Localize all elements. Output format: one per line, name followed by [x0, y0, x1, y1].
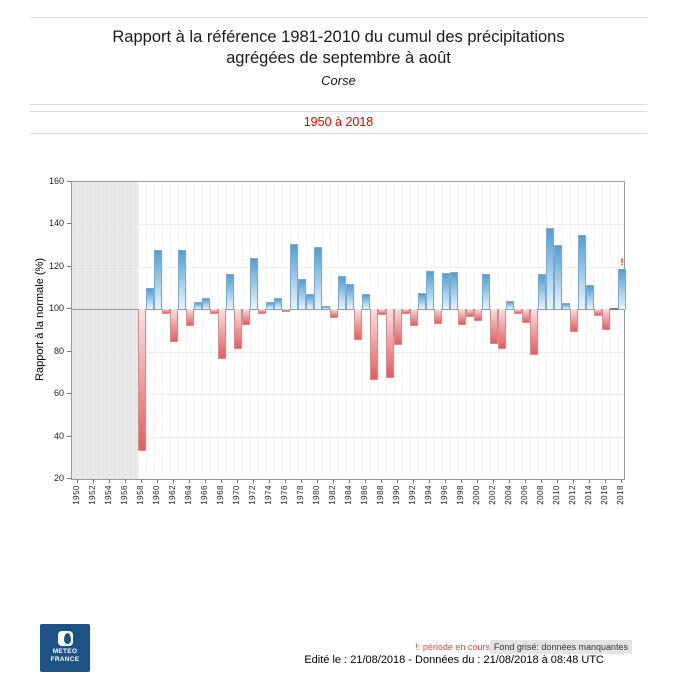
vertical-gridline	[74, 182, 75, 479]
x-tick-label: 1994	[424, 485, 433, 505]
vertical-gridline	[450, 182, 451, 479]
y-tick-label: 100	[48, 303, 64, 314]
vertical-gridline	[586, 182, 587, 479]
bar-1992	[410, 309, 418, 326]
bar-1989	[386, 309, 394, 378]
bar-1973	[258, 309, 266, 313]
x-tick-label: 1980	[312, 485, 321, 505]
x-tick	[77, 479, 78, 483]
vertical-gridline	[538, 182, 539, 479]
bar-2004	[506, 301, 514, 309]
bar-1986	[362, 294, 370, 309]
vertical-gridline	[562, 182, 563, 479]
vertical-gridline	[178, 182, 179, 479]
bar-1979	[306, 294, 314, 309]
vertical-gridline	[90, 182, 91, 479]
x-tick	[237, 479, 238, 483]
x-tick	[365, 479, 366, 483]
bar-2008	[538, 274, 546, 309]
y-tick-label: 160	[48, 176, 64, 186]
vertical-gridline	[258, 182, 259, 479]
title-line1: Rapport à la référence 1981-2010 du cumul des précipitations	[112, 28, 565, 46]
x-tick	[189, 479, 190, 483]
vertical-gridline	[418, 182, 419, 479]
x-tick	[589, 479, 590, 483]
bar-1998	[458, 309, 466, 325]
x-tick-label: 1960	[152, 485, 161, 505]
x-tick-label: 2012	[568, 485, 577, 505]
y-tick-label: 20	[53, 473, 64, 483]
vertical-gridline	[122, 182, 123, 479]
x-tick	[525, 479, 526, 483]
vertical-gridline	[410, 182, 411, 479]
bar-1977	[290, 244, 298, 310]
x-tick-label: 1976	[280, 485, 289, 505]
bar-1983	[338, 276, 346, 309]
x-tick	[573, 479, 574, 483]
bar-2018	[618, 269, 626, 309]
y-tick-label: 80	[53, 345, 64, 356]
vertical-gridline	[602, 182, 603, 479]
bar-1958	[138, 309, 146, 451]
vertical-gridline	[346, 182, 347, 479]
x-tick-label: 1996	[440, 485, 449, 505]
bar-1997	[450, 272, 458, 309]
x-tick	[541, 479, 542, 483]
bar-1966	[202, 298, 210, 310]
x-tick	[621, 479, 622, 483]
bar-1990	[394, 309, 402, 345]
bar-1981	[322, 306, 330, 309]
vertical-gridline	[330, 182, 331, 479]
bar-1984	[346, 284, 354, 309]
x-tick	[429, 479, 430, 483]
chart-header	[30, 17, 647, 105]
x-tick	[381, 479, 382, 483]
y-tick	[67, 266, 71, 267]
x-tick-label: 1992	[408, 485, 417, 505]
x-tick-label: 1990	[392, 485, 401, 505]
bar-1976	[282, 309, 290, 312]
x-tick-label: 2008	[536, 485, 545, 505]
x-tick-label: 2018	[616, 485, 625, 505]
x-tick	[333, 479, 334, 483]
bar-2010	[554, 245, 562, 310]
bar-1999	[466, 309, 474, 316]
y-axis-label: Rapport à la normale (%)	[34, 258, 46, 381]
vertical-gridline	[210, 182, 211, 479]
x-tick	[93, 479, 94, 483]
bar-2000	[474, 309, 482, 321]
x-tick	[301, 479, 302, 483]
bar-1964	[186, 309, 194, 326]
x-tick-label: 1962	[168, 485, 177, 505]
vertical-gridline	[522, 182, 523, 479]
vertical-gridline	[290, 182, 291, 479]
page-title	[30, 27, 647, 69]
bar-1968	[218, 309, 226, 359]
vertical-gridline	[314, 182, 315, 479]
x-tick	[109, 479, 110, 483]
bar-2015	[594, 309, 602, 315]
vertical-gridline	[458, 182, 459, 479]
vertical-gridline	[242, 182, 243, 479]
x-tick-label: 1968	[216, 485, 225, 505]
legend-missing-data: Fond grisé: données manquantes	[490, 640, 632, 654]
vertical-gridline	[474, 182, 475, 479]
current-period-marker: !	[620, 256, 624, 267]
vertical-gridline	[434, 182, 435, 479]
vertical-gridline	[578, 182, 579, 479]
vertical-gridline	[482, 182, 483, 479]
logo-line2: FRANCE	[50, 655, 80, 663]
vertical-gridline	[402, 182, 403, 479]
horizontal-gridline	[72, 224, 624, 225]
meteo-france-logo-icon	[58, 631, 73, 646]
horizontal-gridline	[72, 352, 624, 353]
vertical-gridline	[146, 182, 147, 479]
x-tick	[461, 479, 462, 483]
x-tick	[205, 479, 206, 483]
x-tick-label: 2010	[552, 485, 561, 505]
bar-1969	[226, 274, 234, 309]
x-tick-label: 1950	[72, 485, 81, 505]
bar-2009	[546, 228, 554, 310]
vertical-gridline	[250, 182, 251, 479]
bar-2007	[530, 309, 538, 355]
x-tick	[509, 479, 510, 483]
x-tick-label: 2016	[600, 485, 609, 505]
period-range: 1950 à 2018	[30, 111, 647, 134]
vertical-gridline	[554, 182, 555, 479]
bar-1994	[426, 271, 434, 309]
vertical-gridline	[106, 182, 107, 479]
vertical-gridline	[266, 182, 267, 479]
vertical-gridline	[298, 182, 299, 479]
bar-1995	[434, 309, 442, 324]
chart-subtitle: Corse	[321, 73, 356, 88]
x-tick-label: 1998	[456, 485, 465, 505]
vertical-gridline	[274, 182, 275, 479]
vertical-gridline	[442, 182, 443, 479]
bar-1972	[250, 258, 258, 309]
bar-1961	[162, 309, 170, 313]
x-tick-label: 1988	[376, 485, 385, 505]
vertical-gridline	[362, 182, 363, 479]
chart-legend	[415, 640, 632, 654]
x-tick-label: 1972	[248, 485, 257, 505]
x-tick	[285, 479, 286, 483]
horizontal-gridline	[72, 394, 624, 395]
y-tick	[67, 478, 71, 479]
x-tick	[253, 479, 254, 483]
vertical-gridline	[202, 182, 203, 479]
horizontal-gridline	[72, 437, 624, 438]
y-tick	[67, 308, 71, 309]
vertical-gridline	[226, 182, 227, 479]
x-tick-label: 1954	[104, 485, 113, 505]
vertical-gridline	[194, 182, 195, 479]
vertical-gridline	[114, 182, 115, 479]
bar-1970	[234, 309, 242, 348]
edited-timestamp: Edité le : 21/08/2018 - Données du : 21/08/2018 à 08:48 UTC	[304, 654, 604, 666]
x-tick	[221, 479, 222, 483]
x-tick	[445, 479, 446, 483]
vertical-gridline	[378, 182, 379, 479]
bar-1965	[194, 302, 202, 309]
y-tick-label: 120	[48, 260, 64, 271]
vertical-gridline	[426, 182, 427, 479]
bar-1987	[370, 309, 378, 380]
logo-line1: METEO	[52, 648, 78, 655]
x-tick-label: 2014	[584, 485, 593, 505]
vertical-gridline	[130, 182, 131, 479]
bar-1960	[154, 250, 162, 309]
y-tick	[67, 181, 71, 182]
x-tick-label: 1986	[360, 485, 369, 505]
vertical-gridline	[282, 182, 283, 479]
y-tick	[67, 393, 71, 394]
vertical-gridline	[506, 182, 507, 479]
x-tick-label: 1964	[184, 485, 193, 505]
x-tick-label: 1966	[200, 485, 209, 505]
bar-1971	[242, 309, 250, 325]
y-tick	[67, 351, 71, 352]
bar-2016	[602, 309, 610, 330]
x-tick	[605, 479, 606, 483]
bar-2011	[562, 303, 570, 309]
chart-plot-area	[71, 181, 625, 480]
x-tick-label: 1956	[120, 485, 129, 505]
x-tick-label: 1982	[328, 485, 337, 505]
bar-2006	[522, 309, 530, 323]
y-tick-label: 140	[48, 218, 64, 229]
x-tick	[173, 479, 174, 483]
vertical-gridline	[466, 182, 467, 479]
vertical-gridline	[594, 182, 595, 479]
bar-1991	[402, 309, 410, 313]
bar-1988	[378, 309, 386, 314]
x-tick-label: 1970	[232, 485, 241, 505]
bar-2005	[514, 309, 522, 313]
bar-1978	[298, 279, 306, 310]
bar-2002	[490, 309, 498, 344]
vertical-gridline	[82, 182, 83, 479]
bar-2003	[498, 309, 506, 348]
bar-1996	[442, 273, 450, 309]
bar-1963	[178, 250, 186, 309]
x-tick	[141, 479, 142, 483]
y-tick-label: 40	[53, 430, 64, 441]
vertical-gridline	[514, 182, 515, 479]
x-tick-label: 1952	[88, 485, 97, 505]
x-tick	[317, 479, 318, 483]
vertical-gridline	[546, 182, 547, 479]
x-tick	[269, 479, 270, 483]
baseline-100	[72, 309, 624, 310]
bar-1975	[274, 298, 282, 310]
vertical-gridline	[154, 182, 155, 479]
bar-2013	[578, 235, 586, 309]
vertical-gridline	[162, 182, 163, 479]
x-tick	[557, 479, 558, 483]
bar-1982	[330, 309, 338, 317]
x-tick-label: 1978	[296, 485, 305, 505]
x-tick	[349, 479, 350, 483]
y-tick-label: 60	[53, 388, 64, 399]
x-tick-label: 2006	[520, 485, 529, 505]
x-tick-label: 1974	[264, 485, 273, 505]
x-tick	[493, 479, 494, 483]
bar-1962	[170, 309, 178, 342]
vertical-gridline	[618, 182, 619, 479]
x-tick-label: 1958	[136, 485, 145, 505]
y-tick	[67, 436, 71, 437]
y-tick	[67, 223, 71, 224]
meteo-france-logo	[40, 624, 90, 672]
bar-2001	[482, 274, 490, 309]
bar-2012	[570, 309, 578, 331]
x-tick	[397, 479, 398, 483]
vertical-gridline	[610, 182, 611, 479]
bar-1993	[418, 293, 426, 309]
vertical-gridline	[186, 182, 187, 479]
bar-1985	[354, 309, 362, 340]
x-tick	[477, 479, 478, 483]
x-tick	[125, 479, 126, 483]
bar-1967	[210, 309, 218, 313]
legend-current-period: !: période en cours	[415, 642, 490, 652]
bar-1959	[146, 288, 154, 309]
x-tick-label: 2000	[472, 485, 481, 505]
bar-1974	[266, 302, 274, 309]
bar-2017	[610, 308, 618, 310]
vertical-gridline	[322, 182, 323, 479]
vertical-gridline	[306, 182, 307, 479]
bar-2014	[586, 285, 594, 309]
x-tick	[157, 479, 158, 483]
x-tick-label: 2004	[504, 485, 513, 505]
bar-1980	[314, 247, 322, 310]
title-line2: agrégées de septembre à août	[226, 49, 451, 67]
x-tick-label: 2002	[488, 485, 497, 505]
vertical-gridline	[98, 182, 99, 479]
vertical-gridline	[338, 182, 339, 479]
x-tick	[413, 479, 414, 483]
x-tick-label: 1984	[344, 485, 353, 505]
